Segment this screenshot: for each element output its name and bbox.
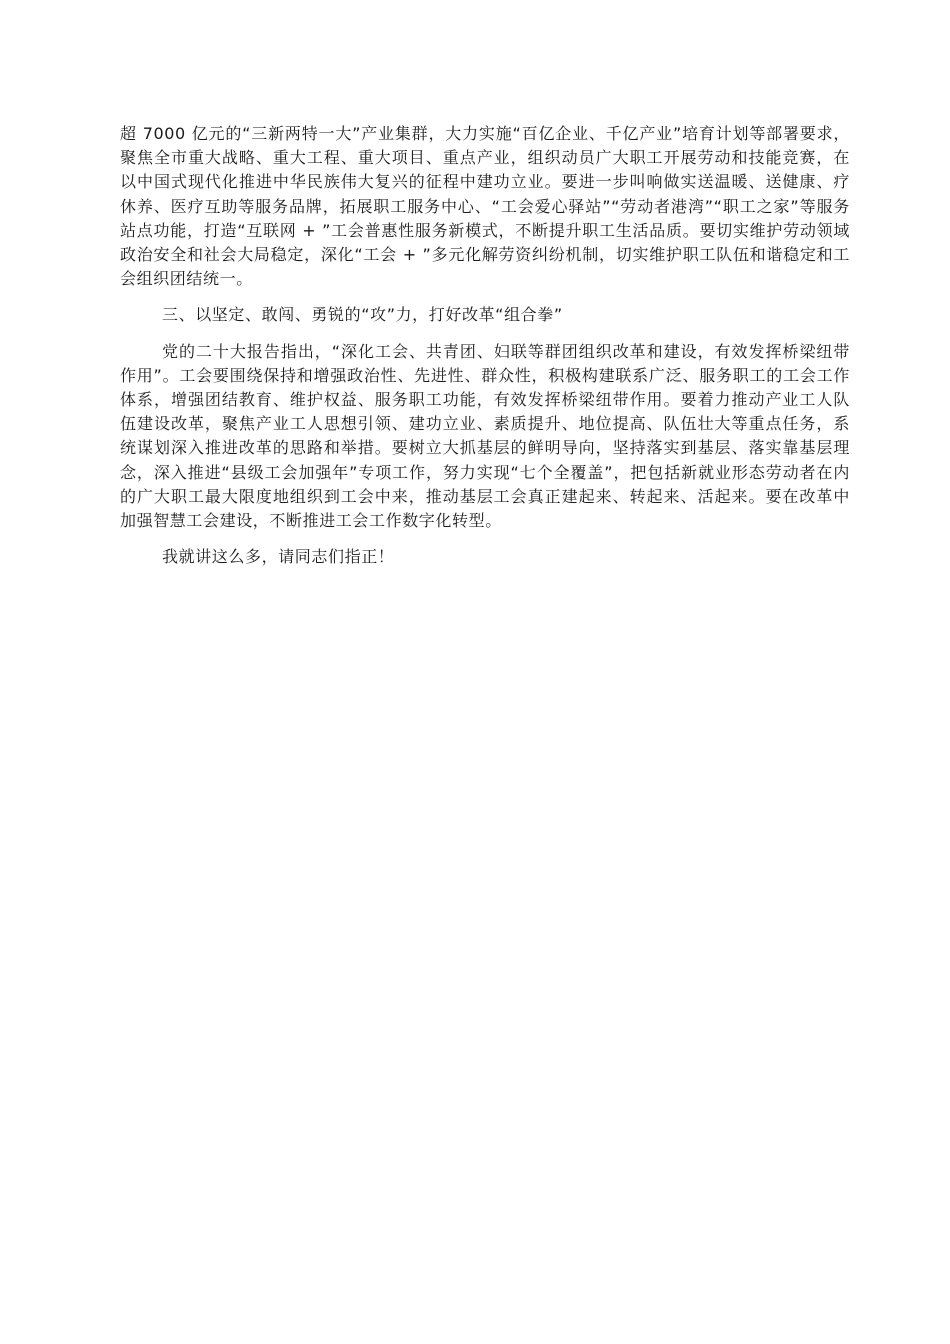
section-heading: 三、以坚定、敢闯、勇锐的“攻”力，打好改革“组合拳”	[162, 305, 563, 325]
paragraph-continued: 超 7000 亿元的“三新两特一大”产业集群，大力实施“百亿企业、千亿产业”培育计划等部署要求，聚焦全市重大战略、重大工程、重大项目、重点产业，组织动员广大职工开展劳动和技能竞赛，在以中国式现代化推进中华民族伟大复兴的征程中建功立业。要进一步叫响做实送温暖、送健康、疗休养、医疗互助等服务品牌，拓展职工服务中心、“工会爱心驿站”“劳动者港湾”“职工之家”等服务站点功能，打造“互联网 + ”工会普惠性服务新模式，不断提升职工生活品质。要切实维护劳动领域政治安全和社会大局稳定，深化“工会 + ”多元化解劳资纠纷机制，切实维护职工队伍和谐稳定和工会组织团结统一。	[120, 124, 850, 289]
closing-remark: 我就讲这么多，请同志们指正！	[162, 547, 395, 567]
paragraph-reform: 党的二十大报告指出，“深化工会、共青团、妇联等群团组织改革和建设，有效发挥桥梁纽带作用”。工会要围绕保持和增强政治性、先进性、群众性，积极构建联系广泛、服务职工的工会工作体系，增强团结教育、维护权益、服务职工功能，有效发挥桥梁纽带作用。要着力推动产业工人队伍建设改革，聚焦产业工人思想引领、建功立业、素质提升、地位提高、队伍壮大等重点任务，系统谋划深入推进改革的思路和举措。要树立大抓基层的鲜明导向，坚持落实到基层、落实靠基层理念，深入推进“县级工会加强年”专项工作，努力实现“七个全覆盖”，把包括新就业形态劳动者在内的广大职工最大限度地组织到工会中来，推动基层工会真正建起来、转起来、活起来。要在改革中加强智慧工会建设，不断推进工会工作数字化转型。	[120, 341, 850, 531]
document-body	[120, 122, 850, 569]
